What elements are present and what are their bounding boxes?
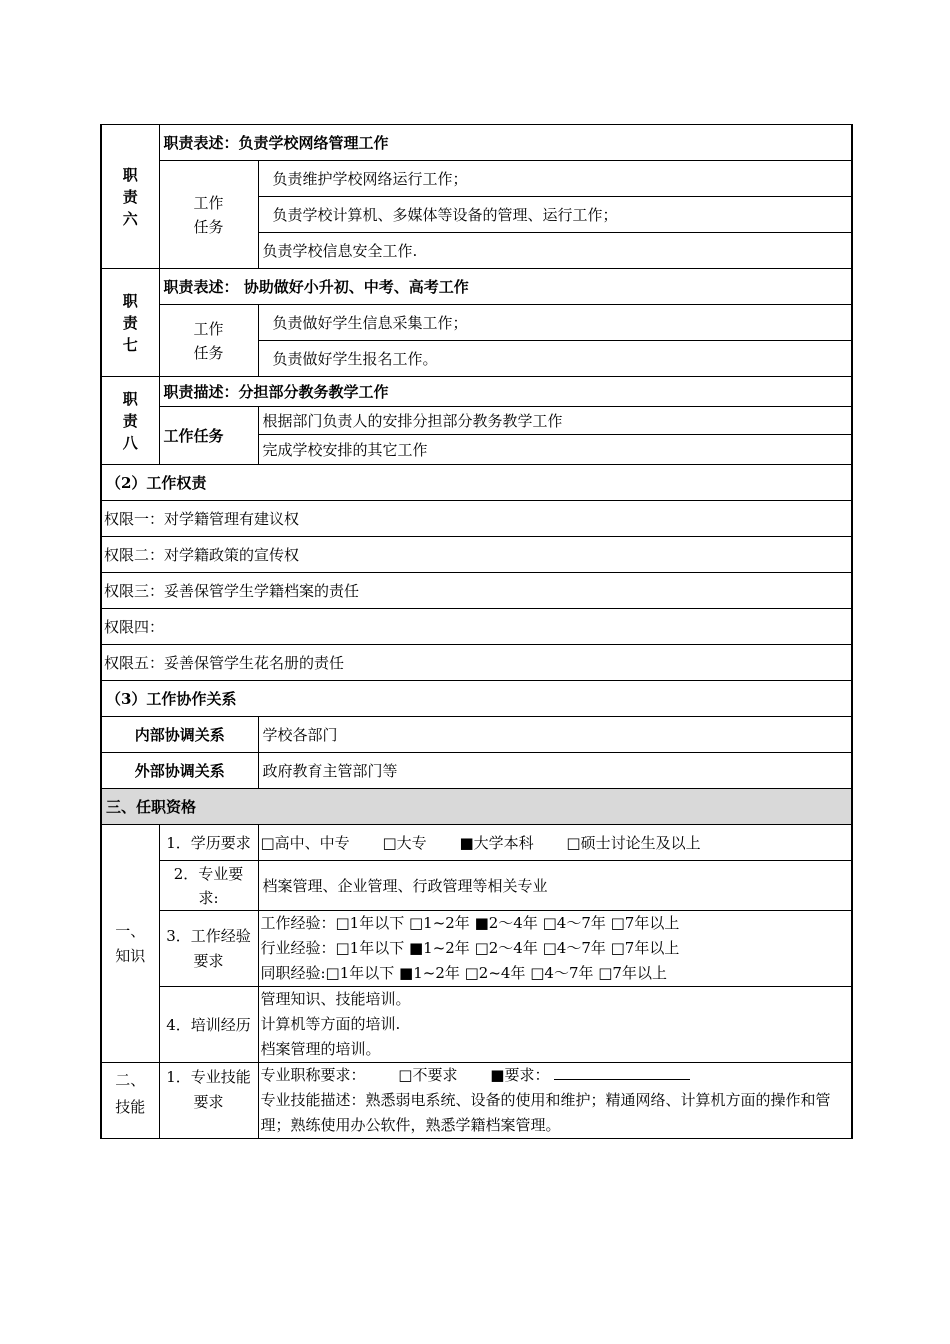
skill-requirement-label: 1．专业技能 要求	[159, 1063, 258, 1139]
qualification-heading: 三、任职资格	[101, 789, 852, 825]
external-coordination-value: 政府教育主管部门等	[258, 753, 852, 789]
knowledge-label: 一、 知识	[101, 825, 159, 1063]
duty8-task-1: 根据部门负责人的安排分担部分教务教学工作	[258, 407, 852, 435]
external-coordination-label: 外部协调关系	[101, 753, 258, 789]
training-values	[258, 987, 852, 1063]
duty6-task-2: 负责学校计算机、多媒体等设备的管理、运行工作；	[258, 197, 852, 233]
authority-heading: （2）工作权责	[101, 465, 852, 501]
duty8-statement: 职责描述：分担部分教务教学工作	[159, 377, 852, 407]
duty7-task-2: 负责做好学生报名工作。	[258, 341, 852, 377]
edu-option-master: □硕士讨论生及以上	[566, 833, 701, 852]
industry-experience-line: 行业经验：□1年以下 ■1~2年 □2～4年 □4～7年 □7年以上	[260, 939, 680, 957]
major-value: 档案管理、企业管理、行政管理等相关专业	[258, 861, 852, 911]
title-option-required: ■要求：	[490, 1066, 550, 1084]
duty7-task-1: 负责做好学生信息采集工作；	[258, 305, 852, 341]
document-page	[100, 124, 851, 1139]
education-label: 1．学历要求	[159, 825, 258, 861]
work-experience-line: 工作经验：□1年以下 □1~2年 ■2～4年 □4～7年 □7年以上	[260, 914, 680, 932]
duty7-task-label: 工作 任务	[159, 305, 258, 377]
duty6-task-label: 工作 任务	[159, 161, 258, 269]
title-option-not-required: □不要求	[398, 1066, 458, 1084]
authority-item-2: 权限二：对学籍政策的宣传权	[101, 537, 852, 573]
experience-label: 3．工作经验 要求	[159, 911, 258, 987]
training-line-3: 档案管理的培训。	[260, 1040, 381, 1058]
education-options	[258, 825, 852, 861]
duty7-label: 职 责 七	[101, 269, 159, 377]
authority-item-5: 权限五：妥善保管学生花名册的责任	[101, 645, 852, 681]
duty8-label: 职 责 八	[101, 377, 159, 465]
training-line-2: 计算机等方面的培训.	[260, 1015, 401, 1033]
duty6-statement: 职责表述：负责学校网络管理工作	[159, 125, 852, 161]
duty8-task-2: 完成学校安排的其它工作	[258, 435, 852, 465]
duty8-task-label: 工作任务	[159, 407, 258, 465]
authority-item-4: 权限四：	[101, 609, 852, 645]
same-position-experience-line: 同职经验:□1年以下 ■1~2年 □2~4年 □4～7年 □7年以上	[260, 964, 667, 982]
authority-item-3: 权限三：妥善保管学生学籍档案的责任	[101, 573, 852, 609]
title-requirement-label: 专业职称要求：	[260, 1066, 366, 1084]
cooperation-heading: （3）工作协作关系	[101, 681, 852, 717]
authority-item-1: 权限一：对学籍管理有建议权	[101, 501, 852, 537]
edu-option-highschool: □高中、中专	[260, 833, 350, 852]
training-line-1: 管理知识、技能培训。	[260, 990, 411, 1008]
internal-coordination-value: 学校各部门	[258, 717, 852, 753]
title-requirement-blank	[554, 1065, 690, 1080]
skills-label: 二、 技能	[101, 1063, 159, 1139]
skill-requirement-values	[258, 1063, 852, 1139]
edu-option-bachelor: ■大学本科	[459, 833, 534, 852]
edu-option-college: □大专	[382, 833, 427, 852]
training-label: 4．培训经历	[159, 987, 258, 1063]
duty7-statement: 职责表述： 协助做好小升初、中考、高考工作	[159, 269, 852, 305]
experience-values	[258, 911, 852, 987]
skill-description: 专业技能描述：熟悉弱电系统、设备的使用和维护；精通网络、计算机方面的操作和管理；熟练使用办公软件，熟悉学籍档案管理。	[260, 1091, 831, 1134]
internal-coordination-label: 内部协调关系	[101, 717, 258, 753]
major-label: 2．专业要 求:	[159, 861, 258, 911]
title-requirement-line	[261, 1063, 850, 1088]
duty6-label: 职 责 六	[101, 125, 159, 269]
job-description-table	[100, 124, 853, 1139]
duty6-task-3: 负责学校信息安全工作.	[258, 233, 852, 269]
duty6-task-1: 负责维护学校网络运行工作；	[258, 161, 852, 197]
